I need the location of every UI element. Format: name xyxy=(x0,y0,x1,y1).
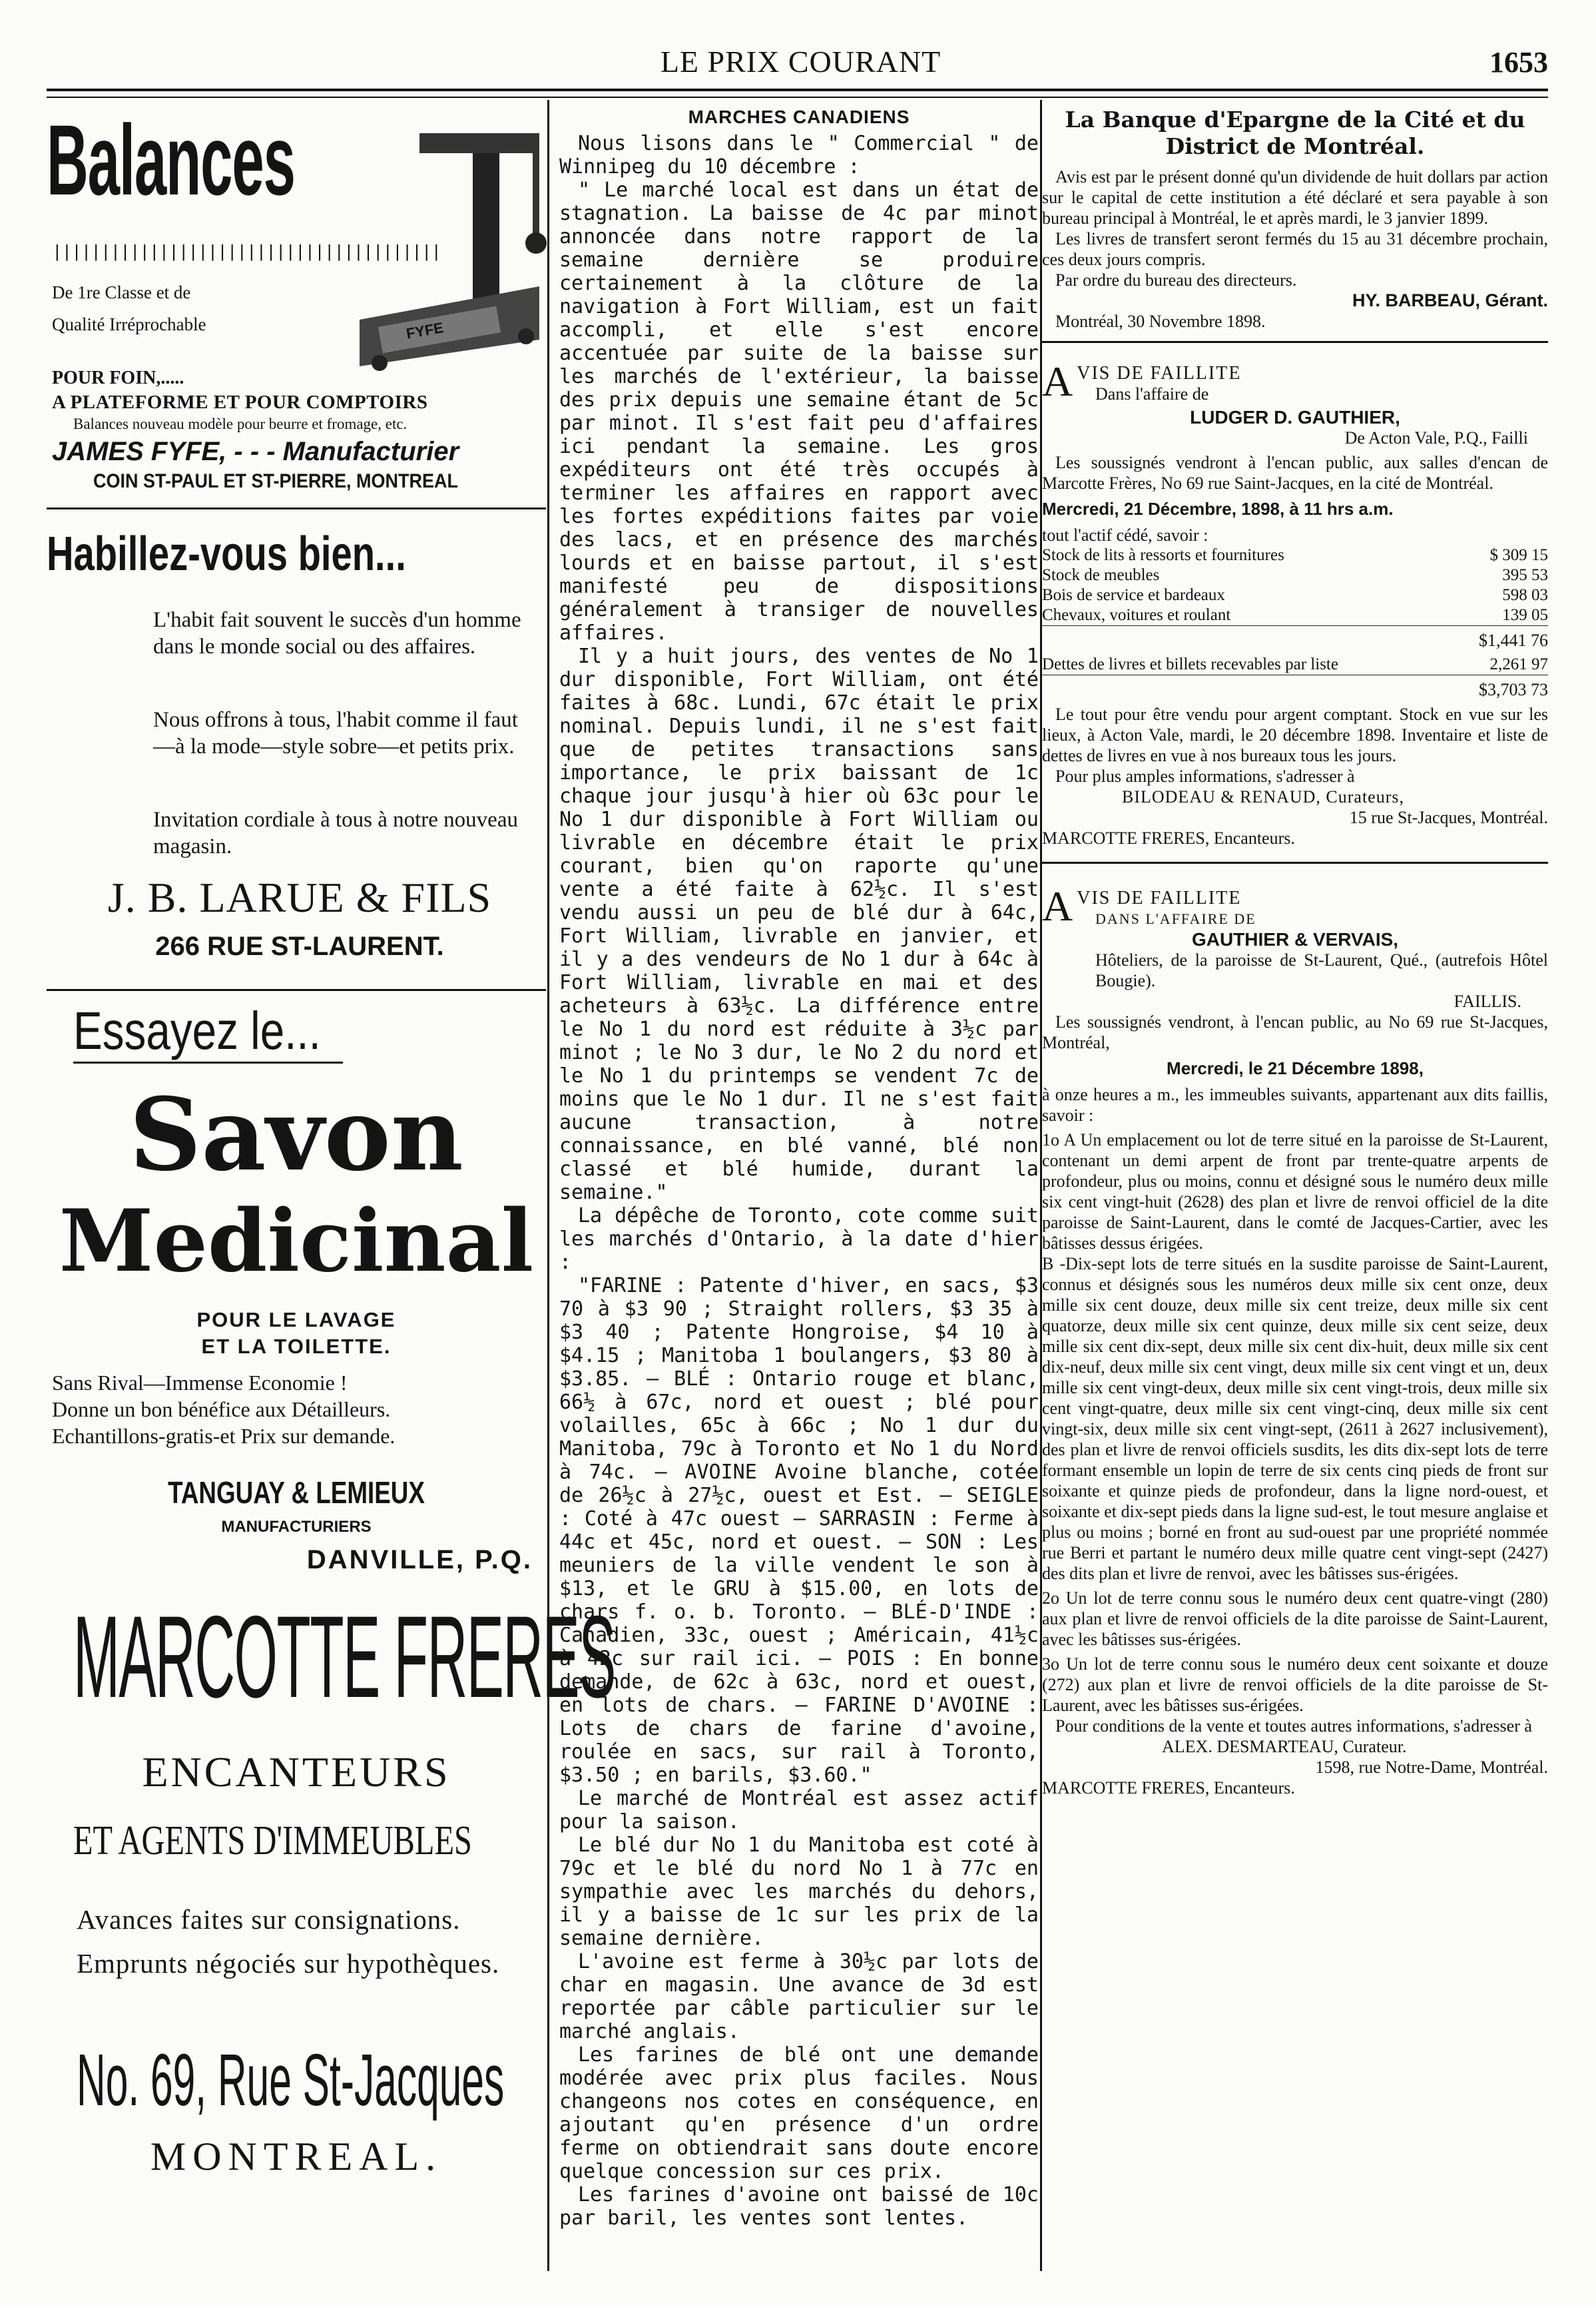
savon-city: DANVILLE, P.Q. xyxy=(306,1545,533,1574)
banque-notice xyxy=(1042,107,1548,332)
balances-title: Balances xyxy=(47,104,295,216)
dettes-amount: 2,261 97 xyxy=(1489,655,1548,673)
habillez-firm: J. B. LARUE & FILS xyxy=(107,874,492,921)
asset-subtotal: $1,441 76 xyxy=(1479,631,1548,650)
dettes-label: Dettes de livres et billets recevables par liste xyxy=(1042,655,1338,673)
asset-amount: 598 03 xyxy=(1502,586,1548,604)
banque-text xyxy=(1042,166,1548,332)
asset-label: Stock de lits à ressorts et fournitures xyxy=(1042,546,1284,564)
faillite2-header xyxy=(1042,888,1548,929)
faillite1-heading: VIS DE FAILLITE xyxy=(1077,363,1242,384)
faillite2-place: Hôteliers, de la paroisse de St-Laurent, Qué., (autrefois Hôtel Bougie). xyxy=(1095,950,1548,990)
asset-amount: $ 309 15 xyxy=(1489,546,1548,564)
savon-line1: Sans Rival—Immense Economie ! xyxy=(52,1371,348,1395)
paragraph: Il y a huit jours, des ventes de No 1 dur disponible, Fort William, ont été faites à 68c. Lundi, 67c était le prix nominal. Depuis lundi, il ne s'est fait que de petites transactions sans importance, le prix baissant de 1c chaque jour jusqu'à hier où 63c pour le No 1 dur disponible à Fort William ou livrable en décembre était le prix courant, bien qu'on raporte qu'une vente a été faite à 62½c. Il s'est vendu aussi un peu de blé dur à 64c, Fort William, livrable en janvier, et il y a des vendeurs de No 1 dur à 64c à Fort William, livrable en mai et des acheteurs à 63½c. La différence entre le No 1 du nord est réduite à 3½c par minot ; le No 3 dur, le No 2 du nord et le No 1 du printemps se vendent 7c de moins que le No 1 dur. Il ne s'est fait aucune transaction, à notre connaissance, en blé vanné, blé non classé et blé humide, durant la semaine." xyxy=(559,645,1039,1204)
balances-address: COIN ST-PAUL ET ST-PIERRE, MONTREAL xyxy=(93,470,459,492)
marches-title: MARCHES CANADIENS xyxy=(688,107,910,127)
marcotte-name: MARCOTTE FRERES xyxy=(73,1592,615,1722)
banque-p1: Avis est par le présent donné qu'un dividende de huit dollars par action sur le capital de cette institution a été déclaré et sera payable à son bureau principal à Montréal, le et après mardi, le 3 janvier 1899. xyxy=(1042,167,1548,228)
lot-a: 1o A Un emplacement ou lot de terre situé en la paroisse de St-Laurent, contenant un demi arpent de front par trente-quatre arpents de profondeur, plus ou moins, connu et désigné sous le numéro deux mille six cent vingt-huit (2628) des plan et livre de renvoi officiel de la dite paroisse de Saint-Laurent, dans le comté de Jacques-Cartier, avec les bâtisses dessus érigées. xyxy=(1042,1130,1548,1253)
asset-label: Stock de meubles xyxy=(1042,566,1160,584)
faillite2-curateur: ALEX. DESMARTEAU, Curateur. xyxy=(1162,1737,1407,1756)
savon-word: Savon xyxy=(129,1076,463,1193)
faillite1-curateurs: BILODEAU & RENAUD, Curateurs, xyxy=(1122,787,1405,807)
asset-amount: 395 53 xyxy=(1502,566,1548,584)
scale-label: FYFE xyxy=(405,319,445,342)
dettes-line xyxy=(1042,655,1548,675)
faillite1-tout: tout l'actif cédé, savoir : xyxy=(1042,525,1208,545)
column-divider-left xyxy=(547,100,549,2271)
faillite1-name: LUDGER D. GAUTHIER, xyxy=(1190,407,1400,428)
asset-label: Chevaux, voitures et roulant xyxy=(1042,606,1231,624)
faillite1-curateurs-addr: 15 rue St-Jacques, Montréal. xyxy=(1349,808,1548,827)
decorative-bars: |||||||||||||||||||||||||||||||||||||||| xyxy=(52,242,441,262)
savon-pour1: POUR LE LAVAGE xyxy=(196,1308,396,1331)
asset-total: $3,703 73 xyxy=(1479,680,1548,699)
faillite2-intro: Les soussignés vendront, à l'encan public, au No 69 rue St-Jacques, Montréal, xyxy=(1042,1012,1548,1052)
faillite2-heading: VIS DE FAILLITE xyxy=(1077,888,1242,908)
asset-line xyxy=(1042,585,1548,605)
savon-line2: Donne un bon bénéfice aux Détailleurs. xyxy=(52,1397,391,1421)
faillite2-date: Mercredi, le 21 Décembre 1898, xyxy=(1167,1058,1424,1078)
middle-column xyxy=(559,107,1039,2291)
paragraph: L'avoine est ferme à 30½c par lots de char en magasin. Une avance de 3d est reportée par câble particulier sur le marché anglais. xyxy=(559,1950,1039,2043)
faillite1-tout-vendu: Le tout pour être vendu pour argent comptant. Stock en vue sur les lieux, à Acton Vale, mardi, le 20 décembre 1898. Inventaire et liste de dettes de livres en vue à nos bureaux tous les jours. xyxy=(1042,705,1548,765)
faillite1-encanteurs: MARCOTTE FRERES, Encanteurs. xyxy=(1042,828,1295,848)
divider xyxy=(1042,341,1548,343)
balances-plateforme: A PLATEFORME ET POUR COMPTOIRS xyxy=(52,392,428,413)
marcotte-address: No. 69, Rue St-Jacques xyxy=(77,2039,505,2121)
lot-2: 2o Un lot de terre connu sous le numéro deux cent quatre-vingt (280) aux plan et livre de renvoi officiels de la dite paroisse de Saint-Laurent, avec les bâtisses sus-érigées. xyxy=(1042,1588,1548,1649)
balances-nouveau: Balances nouveau modèle pour beurre et fromage, etc. xyxy=(73,416,407,432)
faillite2-dans: DANS L'AFFAIRE DE xyxy=(1095,910,1256,927)
marcotte-city: MONTREAL. xyxy=(150,2135,443,2178)
marcotte-encanteurs: ENCANTEURS xyxy=(142,1748,451,1796)
lot-b: B -Dix-sept lots de terre situés en la susdite paroisse de Saint-Laurent, connus et désignés sous les numéros deux mille six cent onze, deux mille six cent douze, deux mille six cent treize, deux mille six cent quatorze, deux mille six cent quinze, deux mille six cent seize, deux mille six cent dix-sept, deux mille six cent dix-huit, deux mille six cent dix-neuf, deux mille six cent vingt, deux mille six cent vingt et un, deux mille six cent vingt-deux, deux mille six cent vingt-trois, deux mille six cent vingt-quatre, deux mille six cent vingt-cinq, deux mille six cent vingt-six, deux mille six cent vingt-sept, (2611 à 2627 inclusivement), des plan et livre de renvoi officiels susdits, les dits dix-sept lots de terre formant ensemble un lopin de terre de six cents cinq pieds de front sur soixante et quinze pieds de profondeur, dans la ligne nord-ouest, et soixante et dix-sept pieds dans la ligne sud-est, le tout mesure anglaise et plus ou moins ; borné en front au sud-ouest par une propriété nommée rue Berri et partant le numéro deux mille quatre cent vingt-sept (2427) des dits plan et livre de renvoi, avec les bâtisses sus-érigées. xyxy=(1042,1254,1548,1583)
paragraph: Nous lisons dans le " Commercial " de Winnipeg du 10 décembre : xyxy=(559,132,1039,178)
savon-line3: Echantillons-gratis-et Prix sur demande. xyxy=(52,1424,396,1448)
paragraph: "FARINE : Patente d'hiver, en sacs, $3 70 à $3 90 ; Straight rollers, $3 35 à $3 40 ; Patente Hongroise, $4 10 à $4.15 ; Manitoba 1 boulangers, $3 80 à $3.85. — BLÉ : Ontario rouge et blanc, 66½ à 67c, nord et ouest ; blé pour volailles, 65c à 66c ; No 1 dur du Manitoba, 79c à Toronto et No 1 du Nord à 74c. — AVOINE Avoine blanche, cotée de 26½c à 27½c, ouest et Est. — SEIGLE : Coté à 47c ouest — SARRASIN : Ferme à 44c et 45c, nord et ouest. — SON : Les meuniers de la ville vendent le son à $13, et le GRU à $15.00, en lots de chars f. o. b. Toronto. — BLÉ-D'INDE : Canadien, 33c, ouest ; Américain, 41½c à 42c sur rail ici. — POIS : En bonne demande, de 62c à 63c, nord et ouest, en lots de chars. — FARINE D'AVOINE : Lots de chars de farine d'avoine, roulée en sacs, sur rail à Toronto, $3.50 ; en barils, $3.60." xyxy=(559,1274,1039,1787)
asset-label: Bois de service et bardeaux xyxy=(1042,586,1225,604)
faillite-ludger xyxy=(1042,363,1548,848)
paragraph: Les farines d'avoine ont baissé de 10c par baril, les ventes sont lentes. xyxy=(559,2183,1039,2230)
savon-firm: TANGUAY & LEMIEUX xyxy=(168,1475,425,1510)
dropcap: A xyxy=(1042,888,1073,929)
divider xyxy=(1042,862,1548,864)
balances-classe: De 1re Classe et de xyxy=(52,282,191,302)
balances-qualite: Qualité Irréprochable xyxy=(52,314,206,334)
marcotte-agents: ET AGENTS D'IMMEUBLES xyxy=(73,1818,472,1863)
right-column xyxy=(1042,107,1548,2291)
scale-icon xyxy=(340,120,553,373)
faillite2-faillis: FAILLIS. xyxy=(1454,992,1521,1011)
paragraph: Le marché de Montréal est assez actif pour la saison. xyxy=(559,1787,1039,1833)
header-rule-thin xyxy=(47,97,1548,98)
banque-signer: HY. BARBEAU, Gérant. xyxy=(1352,290,1548,310)
paragraph: Le blé dur No 1 du Manitoba est coté à 79c et le blé du nord No 1 à 77c en sympathie avec les marchés du dehors, il y a baisse de 1c sur les prix de la semaine dernière. xyxy=(559,1833,1039,1950)
banque-date: Montréal, 30 Novembre 1898. xyxy=(1055,312,1266,331)
faillite1-intro: Les soussignés vendront à l'encan public, aux salles d'encan de Marcotte Frères, No 69 rue Saint-Jacques, en la cité de Montréal. xyxy=(1042,453,1548,493)
banque-title: La Banque d'Epargne de la Cité et du District de Montréal. xyxy=(1065,107,1525,159)
balances-pour-foin: POUR FOIN,..... xyxy=(52,368,184,388)
marches-article xyxy=(559,132,1039,2230)
faillite1-header xyxy=(1042,363,1548,404)
asset-line xyxy=(1042,565,1548,585)
faillite2-name: GAUTHIER & VERVAIS, xyxy=(1191,929,1399,950)
savon-manuf: MANUFACTURIERS xyxy=(221,1518,372,1536)
page-header xyxy=(53,40,1548,87)
banque-p2: Les livres de transfert seront fermés du 15 au 31 décembre prochain, ces deux jours compris. xyxy=(1042,229,1548,269)
faillite1-infos: Pour plus amples informations, s'adresser à xyxy=(1055,767,1355,786)
paragraph: La dépêche de Toronto, cote comme suit les marchés d'Ontario, à la date d'hier : xyxy=(559,1204,1039,1274)
asset-line xyxy=(1042,545,1548,565)
marcotte-avances: Avances faites sur consignations. Emprunts négociés sur hypothèques. xyxy=(77,1904,500,1979)
savon-essayez: Essayez le... xyxy=(73,1000,343,1064)
page-number: 1653 xyxy=(1489,46,1548,79)
faillite1-place: De Acton Vale, P.Q., Failli xyxy=(1344,428,1528,448)
banque-p3: Par ordre du bureau des directeurs. xyxy=(1055,270,1297,290)
habillez-p2: Nous offrons à tous, l'habit comme il faut—à la mode—style sobre—et petits prix. xyxy=(153,708,518,759)
balances-maker: JAMES FYFE, - - - Manufacturier xyxy=(52,437,459,466)
divider xyxy=(47,507,546,509)
habillez-ad xyxy=(47,513,546,980)
savon-ad xyxy=(47,995,546,1648)
page-title: LE PRIX COURANT xyxy=(660,45,941,79)
marcotte-ad xyxy=(47,1592,615,2247)
divider xyxy=(47,989,546,991)
asset-line xyxy=(1042,605,1548,626)
lot-3: 3o Un lot de terre connu sous le numéro deux cent soixante et douze (272) aux plan et livre de renvoi officiels de la dite paroisse de St-Laurent, avec les bâtisses sus-érigées. xyxy=(1042,1654,1548,1715)
habillez-p3: Invitation cordiale à tous à notre nouveau magasin. xyxy=(153,808,518,858)
balances-ad xyxy=(47,104,546,499)
savon-medicinal: Medicinal xyxy=(59,1191,534,1291)
faillite-gauthier xyxy=(1042,888,1548,1798)
faillite1-date: Mercredi, 21 Décembre, 1898, à 11 hrs a.m. xyxy=(1042,499,1394,519)
faillite1-dans: Dans l'affaire de xyxy=(1095,384,1209,404)
dropcap: A xyxy=(1042,363,1073,404)
header-rule xyxy=(47,89,1548,91)
faillite2-curateur-addr: 1598, rue Notre-Dame, Montréal. xyxy=(1315,1758,1548,1777)
paragraph: Les farines de blé ont une demande modérée avec prix plus faciles. Nous changeons nos cotes en conséquence, en ajoutant qu'en présence d'un ordre ferme on obtiendrait sans doute encore quelque concession sur ces prix. xyxy=(559,2043,1039,2183)
left-column xyxy=(47,104,615,2291)
faillite2-conditions: Pour conditions de la vente et toutes autres informations, s'adresser à xyxy=(1055,1716,1532,1736)
savon-pour2: ET LA TOILETTE. xyxy=(201,1335,392,1358)
habillez-title: Habillez-vous bien... xyxy=(47,527,406,581)
faillite2-encanteurs: MARCOTTE FRERES, Encanteurs. xyxy=(1042,1778,1295,1798)
habillez-p1: L'habit fait souvent le succès d'un homme dans le monde social ou des affaires. xyxy=(153,608,521,659)
faillite2-heure: à onze heures a m., les immeubles suivants, appartenant aux dits faillis, savoir : xyxy=(1042,1085,1548,1125)
habillez-address: 266 RUE ST-LAURENT. xyxy=(155,932,444,961)
paragraph: " Le marché local est dans un état de stagnation. La baisse de 4c par minot annoncée dans notre rapport de la semaine dernière se produire certainement à la clôture de la navigation à Fort William, est un fait accompli, et elle s'est encore accentuée par suite de la baisse sur les marchés de l'extérieur, la baisse des prix depuis une semaine étant de 5c par minot. Il s'est fait peu d'affaires ici pendant la semaine. Les gros expéditeurs ont été très occupés à terminer les affaires en rapport avec les fortes expéditions faites par voie des lacs, et en présence des marchés lourds et en baisse partout, il s'est manifesté peu de dispositions généralement à transiger de nouvelles affaires. xyxy=(559,178,1039,645)
asset-amount: 139 05 xyxy=(1502,606,1548,624)
